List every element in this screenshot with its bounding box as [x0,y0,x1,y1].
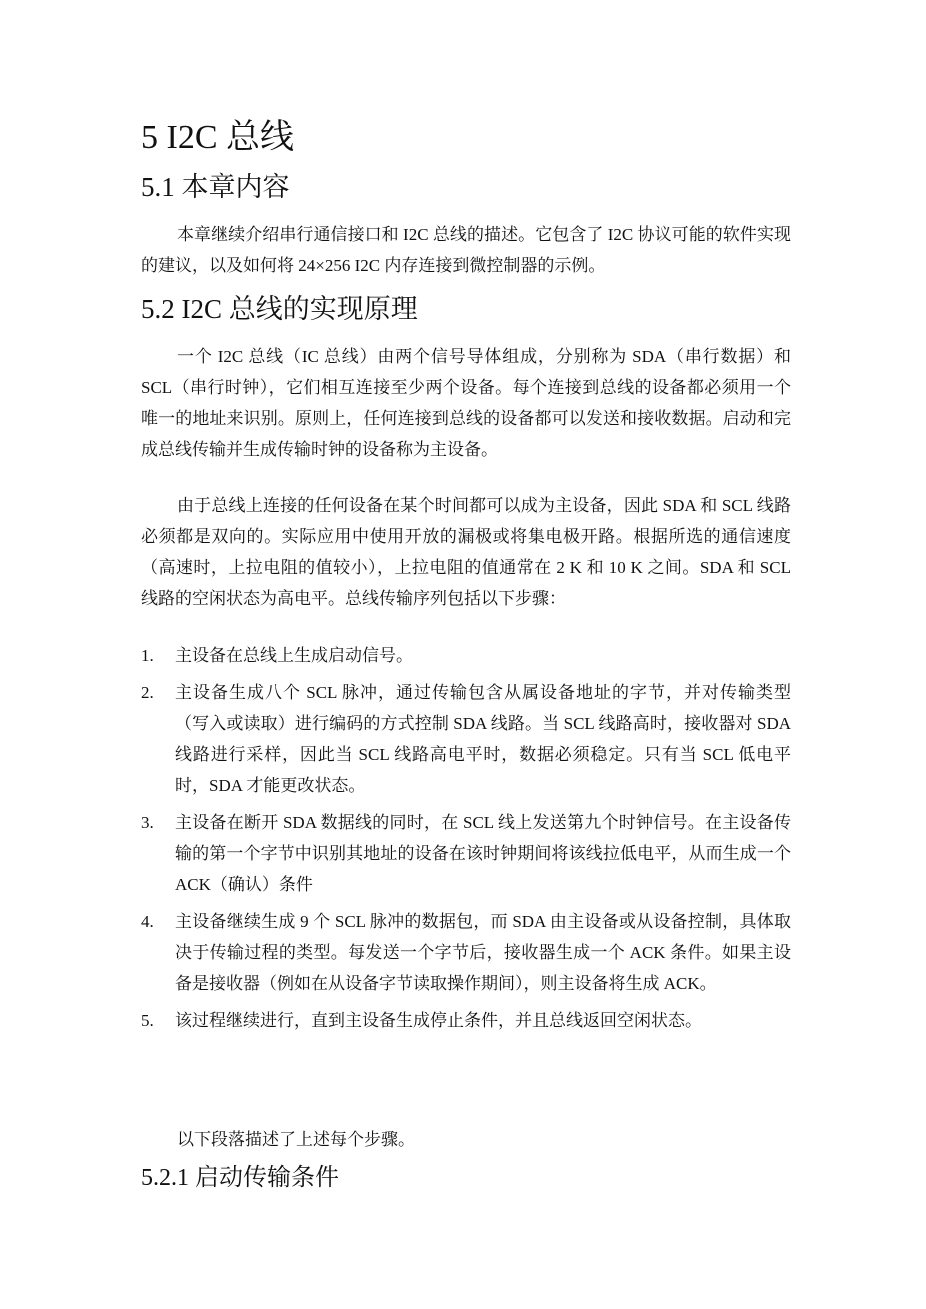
list-item-number: 1. [141,646,154,665]
list-item-text: 主设备在总线上生成启动信号。 [175,646,413,665]
list-item-number: 2. [141,683,154,702]
steps-followup-paragraph: 以下段落描述了上述每个步骤。 [177,1130,415,1149]
list-item-number: 5. [141,1011,154,1030]
list-item-text: 主设备在断开 SDA 数据线的同时，在 SCL 线上发送第九个时钟信号。在主设备传输的第一个字节中识别其地址的设备在该时钟期间将该线拉低电平，从而生成一个 ACK（确认）条件 [175,813,791,894]
list-item [141,807,791,900]
list-item [141,640,791,671]
list-item-number: 3. [141,813,154,832]
principle-paragraph-1: 一个 I2C 总线（IC 总线）由两个信号导体组成，分别称为 SDA（串行数据）和 SCL（串行时钟），它们相互连接至少两个设备。每个连接到总线的设备都必须用一个唯一的地址来识别。原则上，任何连接到总线的设备都可以发送和接收数据。启动和完成总线传输并生成传输时钟的设备称为主设备。 [141,347,791,459]
list-item-number: 4. [141,912,154,931]
intro-paragraph: 本章继续介绍串行通信接口和 I2C 总线的描述。它包含了 I2C 协议可能的软件实现的建议，以及如何将 24×256 I2C 内存连接到微控制器的示例。 [141,225,791,275]
list-item [141,1005,791,1036]
section-title-5-2: 5.2 I2C 总线的实现原理 [141,294,418,324]
list-item [141,906,791,999]
list-item-text: 该过程继续进行，直到主设备生成停止条件，并且总线返回空闲状态。 [175,1011,702,1030]
chapter-title: 5 I2C 总线 [141,119,294,156]
section-title-5-2-1: 5.2.1 启动传输条件 [141,1165,339,1191]
list-item [141,677,791,801]
section-title-5-1: 5.1 本章内容 [141,172,290,202]
list-item-text: 主设备继续生成 9 个 SCL 脉冲的数据包，而 SDA 由主设备或从设备控制，具体取决于传输过程的类型。每发送一个字节后，接收器生成一个 ACK 条件。如果主设备是接收器（例如在从设备字节读取操作期间），则主设备将生成 ACK。 [175,912,791,993]
principle-paragraph-2: 由于总线上连接的任何设备在某个时间都可以成为主设备，因此 SDA 和 SCL 线路必须都是双向的。实际应用中使用开放的漏极或将集电极开路。根据所选的通信速度（高速时，上拉电阻的值较小），上拉电阻的值通常在 2 K 和 10 K 之间。SDA 和 SCL 线路的空闲状态为高电平。总线传输序列包括以下步骤： [141,496,791,608]
list-item-text: 主设备生成八个 SCL 脉冲，通过传输包含从属设备地址的字节，并对传输类型（写入或读取）进行编码的方式控制 SDA 线路。当 SCL 线路高时，接收器对 SDA 线路进行采样，因此当 SCL 线路高电平时，数据必须稳定。只有当 SCL 低电平时，SDA 才能更改状态。 [175,683,791,795]
transfer-steps-list [141,640,791,1042]
